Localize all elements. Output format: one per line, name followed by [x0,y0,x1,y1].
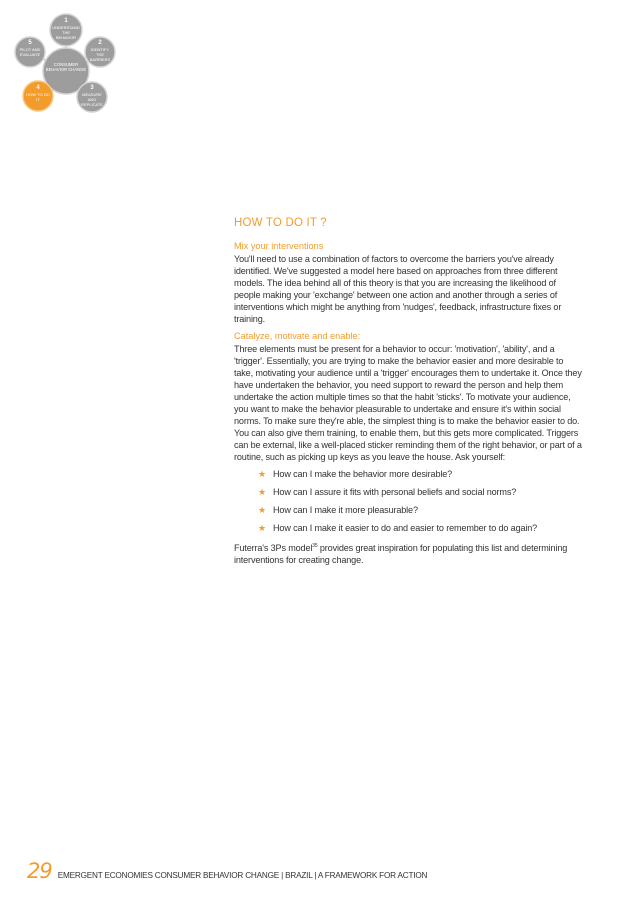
star-bullet-icon: ★ [258,504,266,515]
question-text: How can I make the behavior more desirable? [273,468,453,479]
node-number: 3 [90,85,94,91]
star-bullet-icon: ★ [258,468,266,479]
list-item [258,504,584,516]
question-text: How can I make it easier to do and easier to remember to do again? [273,522,538,533]
node-label: UNDERSTAND THE BEHAVIOR [52,25,80,40]
section-heading: HOW TO DO IT ? [234,217,327,229]
diagram-node-4 [25,85,51,102]
node-label: IDENTIFY THE BARRIERS [89,47,111,62]
diagram-node-3 [79,85,105,107]
subhead-catalyze: Catalyze, motivate and enable: [234,330,361,341]
closing-text-start: Futerra's 3Ps model [234,542,313,553]
footer-title: EMERGENT ECONOMIES CONSUMER BEHAVIOR CHANGE | BRAZIL | A FRAMEWORK FOR ACTION [57,871,428,880]
star-bullet-icon: ★ [258,486,266,497]
node-number: 5 [28,40,32,46]
closing-text-end: provides great inspiration for populating this list and determining interventions for creating change. [234,542,568,565]
diagram-node-1 [52,18,80,40]
main-content [234,216,584,566]
node-label: PILOT AND EVALUATE [19,47,41,57]
subhead-mix-interventions: Mix your interventions [234,241,324,251]
center-label: CONSUMER BEHAVIOR CHANGE [45,62,87,73]
node-label: HOW TO DO IT [26,92,50,102]
node-label: MEASURE AND REPLICATE [81,92,103,107]
page-footer [27,859,427,883]
closing-paragraph [234,542,584,566]
node-number: 1 [64,18,68,24]
question-list [234,468,584,534]
paragraph-catalyze: Three elements must be present for a behavior to occur: 'motivation', 'ability', and a 'trigger'. Essentially, you are trying to make the behavior easier and more desirable to take, motivating your audience until a 'trigger' encourages them to undertake it. Once they have undertaken the behavior, you need support to reward the person and help them undertake the action multiple times so that the habit 'sticks'. To motivate your audience, you want to make the behavior pleasurable to undertake and ensure it's within social norms. To make sure they're able, the simplest thing is to make the behavior easier to do. You can also give them training, to enable them, but this gets more complicated. Triggers can be external, like a well-placed sticker reminding them of the right behavior, or part of a routine, such as picking up keys as you leave the house. Ask yourself: [234,343,582,463]
list-item [258,522,584,534]
node-number: 2 [98,40,102,46]
star-bullet-icon: ★ [258,522,266,533]
diagram-node-2 [87,40,113,62]
question-text: How can I assure it fits with personal beliefs and social norms? [273,486,517,497]
page-number: 29 [27,859,52,883]
diagram-node-5 [17,40,43,57]
list-item [258,486,584,498]
node-number: 4 [36,85,40,91]
question-text: How can I make it more pleasurable? [273,504,418,515]
list-item [258,468,584,480]
footnote-reference: 35 [312,542,318,549]
process-diagram [0,0,130,125]
paragraph-mix-interventions: You'll need to use a combination of factors to overcome the barriers you've already identified. We've suggested a model here based on approaches from three different models. The idea behind all of this theory is that you are increasing the likelihood of people making your 'exchange' between one action and another through a series of interventions which might be anything from 'nudges', feedback, infrastructure fixes or training. [234,254,562,325]
